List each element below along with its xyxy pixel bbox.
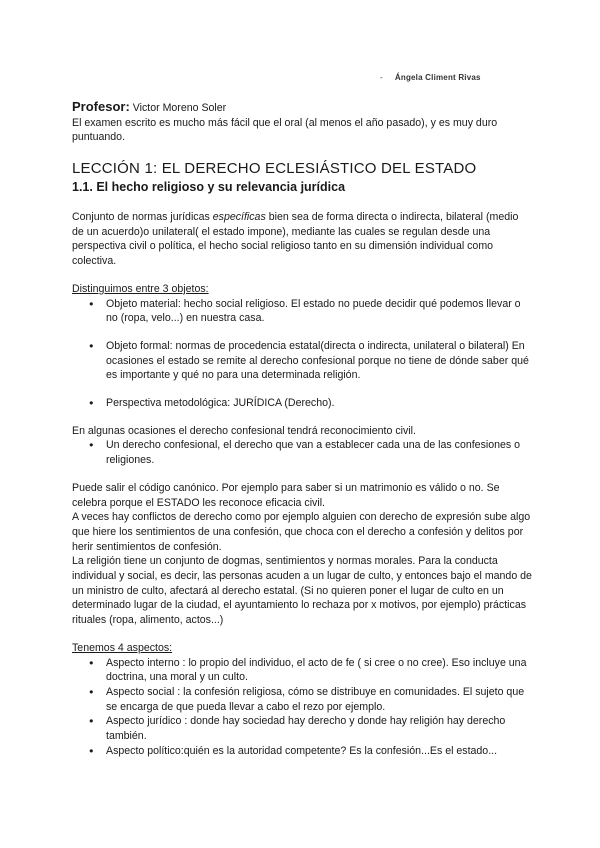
lesson-title: LECCIÓN 1: EL DERECHO ECLESIÁSTICO DEL ESTADO (72, 160, 477, 177)
objects-list (72, 297, 532, 411)
list-item: ● Perspectiva metodológica: JURÍDICA (Derecho). (72, 396, 532, 411)
list-item: ● Aspecto interno : lo propio del individuo, el acto de fe ( si cree o no cree). Eso incluye una doctrina, una moral y un culto. (72, 656, 532, 685)
aspects-heading: Tenemos 4 aspectos: (72, 641, 173, 654)
list-item: ● Un derecho confesional, el derecho que van a establecer cada una de las confesiones o religiones. (72, 438, 532, 467)
paragraph: A veces hay conflictos de derecho como por ejemplo alguien con derecho de expresión sube algo que hiere los sentimientos de una confesión, que choca con el derecho a confesión y delitos por herir sentimientos de confesión. (72, 511, 531, 553)
list-item: ● Aspecto político:quién es la autoridad competente? Es la confesión...Es el estado... (72, 744, 532, 759)
body-content (72, 210, 532, 759)
definition-paragraph (72, 210, 532, 269)
intro-section (72, 100, 532, 145)
exam-note: El examen escrito es mucho más fácil que el oral (al menos el año pasado), y es muy duro puntuando. (72, 116, 498, 144)
confesional-intro: En algunas ocasiones el derecho confesional tendrá reconocimiento civil. (72, 424, 416, 437)
profesor-name: Victor Moreno Soler (132, 102, 227, 114)
list-item: ● Objeto formal: normas de procedencia estatal(directa o indirecta, unilateral o bilateral) En ocasiones el estado se remite al derecho confesional porque no tiene de dónde saber qué es importante y qué no para una determinada religión. (72, 339, 532, 383)
author-header (380, 73, 481, 82)
section-subtitle: 1.1. El hecho religioso y su relevancia jurídica (72, 180, 346, 194)
definition-text-after: bien sea de forma directa o indirecta, bilateral (medio de un acuerdo)o unilateral( el estado impone), mediante las cuales se regulan desde una perspectiva civil o política, el hecho social religioso tanto en su dimensión individual como colectiva. (72, 211, 519, 268)
author-name: Ángela Climent Rivas (394, 73, 481, 82)
objects-heading: Distinguimos entre 3 objetos: (72, 282, 209, 295)
list-item: ● Aspecto social : la confesión religiosa, cómo se distribuye en comunidades. El sujeto que se encarga de que pueda llevar a cabo el rezo por ejemplo. (72, 685, 532, 714)
profesor-label: Profesor: (72, 99, 130, 114)
aspects-list (72, 656, 532, 759)
list-item: ● Objeto material: hecho social religioso. El estado no puede decidir qué podemos llevar o no (ropa, velo...) en nuestra casa. (72, 297, 532, 326)
list-item: ● Aspecto jurídico : donde hay sociedad hay derecho y donde hay religión hay derecho también. (72, 714, 532, 743)
confesional-list (72, 438, 532, 467)
definition-text-before: Conjunto de normas jurídicas (72, 211, 213, 223)
paragraph: Puede salir el código canónico. Por ejemplo para saber si un matrimonio es válido o no. Se celebra porque el ESTADO les reconoce eficacia civil. (72, 481, 500, 509)
paragraph: La religión tiene un conjunto de dogmas, sentimientos y normas morales. Para la conducta individual y social, es decir, las personas acuden a un lugar de culto, y entonces bajo el mando de un ministro de culto, afectará al derecho estatal. (Si no quieren poner el lugar de culto en un determinado lugar de la ciudad, el ayuntamiento lo rechaza por x motivos, por ejemplo) prácticas rituales (ropa, alimento, actos...) (72, 555, 532, 627)
definition-emphasis: específicas (212, 211, 266, 223)
header-dash: - (380, 73, 383, 82)
